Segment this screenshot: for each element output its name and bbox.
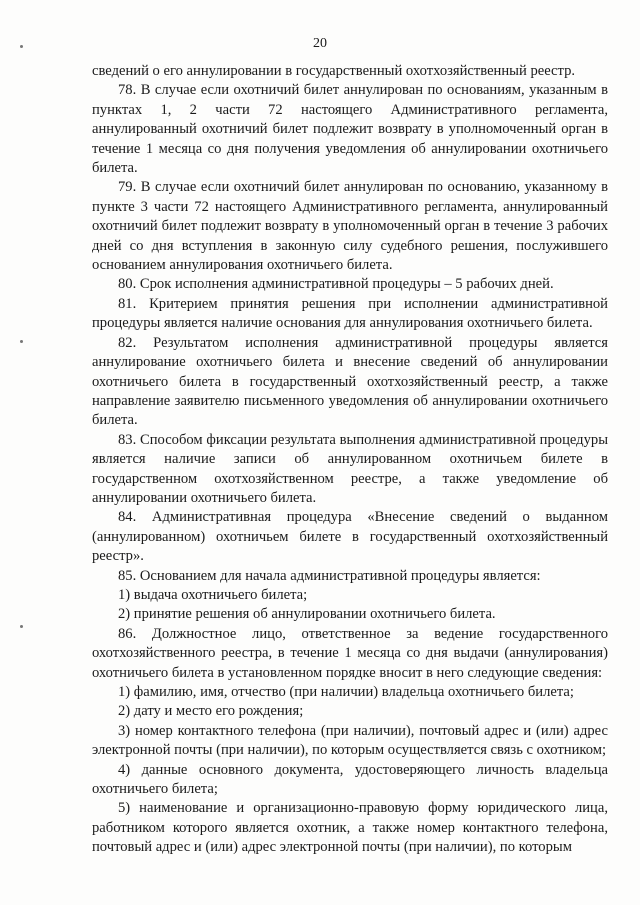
list-item-86-1: 1) фамилию, имя, отчество (при наличии) владельца охотничьего билета;: [118, 684, 574, 700]
page-number: 20: [313, 36, 327, 51]
scan-speck: [20, 45, 23, 48]
paragraph-78: 78. В случае если охотничий билет аннулирован по основаниям, указанным в пунктах 1, 2 части 72 настоящего Административного регламента, аннулированный охотничий билет подлежит возврату в уполномоченный орган в течение 1 месяца со дня получения уведомления об аннулировании охотничьего билета.: [92, 82, 608, 177]
scan-speck: [20, 625, 23, 628]
paragraph-continuation: сведений о его аннулировании в государственный охотхозяйственный реестр.: [92, 63, 576, 79]
list-item-86-5: 5) наименование и организационно-правовую форму юридического лица, работником которого является охотник, а также номер контактного телефона, почтовый адрес и (или) адрес электронной почты (при наличии), по которым: [92, 800, 608, 856]
paragraph-81: 81. Критерием принятия решения при исполнении административной процедуры является наличие основания для аннулирования охотничьего билета.: [92, 295, 608, 332]
list-item-86-3: 3) номер контактного телефона (при наличии), почтовый адрес и (или) адрес электронной почты (при наличии), по которым осуществляется связь с охотником;: [92, 722, 608, 759]
paragraph-79: 79. В случае если охотничий билет аннулирован по основанию, указанному в пункте 3 части 72 настоящего Административного регламента, аннулированный охотничий билет подлежит возврату в уполномоченный орган в течение 3 рабочих дней со дня вступления в законную силу судебного решения, послужившего основанием аннулирования охотничьего билета.: [92, 179, 608, 274]
list-item-86-4: 4) данные основного документа, удостоверяющего личность владельца охотничьего билета;: [92, 761, 608, 798]
scan-speck: [20, 340, 23, 343]
paragraph-82: 82. Результатом исполнения административной процедуры является аннулирование охотничьего билета и внесение сведений об аннулировании охотничьего билета в государственный охотхозяйственный реестр, а также направление заявителю письменного уведомления об аннулировании охотничьего билета.: [92, 334, 608, 429]
list-item-85-2: 2) принятие решения об аннулировании охотничьего билета.: [118, 606, 496, 623]
paragraph-83: 83. Способом фиксации результата выполнения административной процедуры является наличие записи об аннулированном охотничьем билете в государственном охотхозяйственном реестре, а также уведомление об аннулировании охотничьего билета.: [92, 431, 608, 506]
list-item-85-1: 1) выдача охотничьего билета;: [118, 586, 308, 603]
document-body: [92, 62, 608, 858]
list-item-86-2: 2) дату и место его рождения;: [118, 703, 304, 720]
paragraph-80: 80. Срок исполнения административной процедуры – 5 рабочих дней.: [118, 276, 554, 293]
paragraph-84: 84. Административная процедура «Внесение сведений о выданном (аннулированном) охотничьем билете в государственный охотхозяйственный реестр».: [92, 509, 608, 565]
paragraph-86: 86. Должностное лицо, ответственное за ведение государственного охотхозяйственного реестра, в течение 1 месяца со дня выдачи (аннулирования) охотничьего билета в установленном порядке вносит в него следующие сведения:: [92, 625, 608, 681]
paragraph-85: 85. Основанием для начала административной процедуры является:: [118, 567, 541, 584]
